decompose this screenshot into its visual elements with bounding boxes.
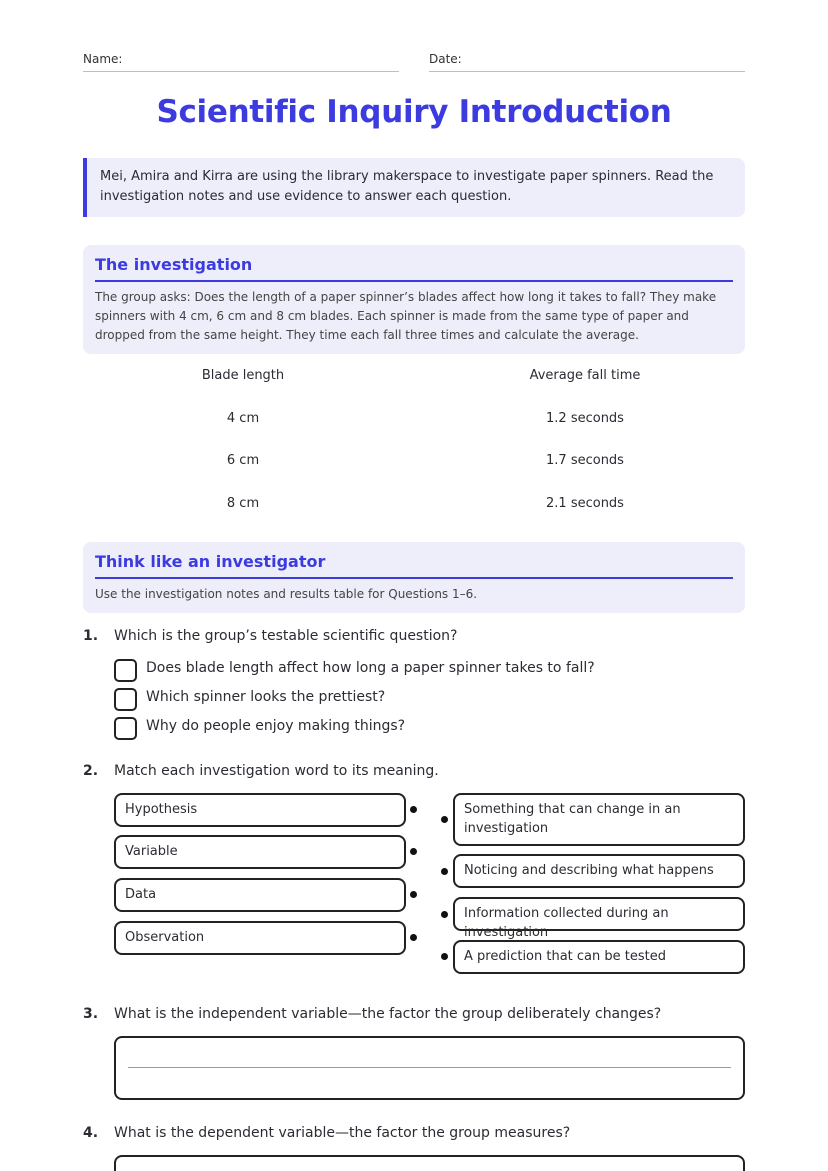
- checkbox[interactable]: [114, 688, 137, 711]
- name-label: Name:: [83, 52, 123, 66]
- question-text: Which is the group’s testable scientific question?: [114, 628, 458, 644]
- match-dot-left[interactable]: [410, 806, 417, 813]
- date-field[interactable]: [429, 52, 745, 66]
- investigation-panel: [83, 245, 745, 354]
- match-term-data[interactable]: Data: [114, 878, 406, 912]
- investigation-heading: The investigation: [95, 255, 733, 282]
- option-label: Why do people enjoy making things?: [146, 718, 406, 734]
- question-text: What is the independent variable—the factor the group deliberately changes?: [114, 1006, 662, 1022]
- question-number: 2.: [83, 763, 99, 779]
- match-dot-left[interactable]: [410, 891, 417, 898]
- match-dot-right[interactable]: [441, 911, 448, 918]
- q4-answer-box[interactable]: [114, 1155, 745, 1171]
- match-term-variable[interactable]: Variable: [114, 835, 406, 869]
- match-dot-right[interactable]: [441, 868, 448, 875]
- match-dot-right[interactable]: [441, 816, 448, 823]
- table-row: [83, 447, 745, 490]
- page-title: Scientific Inquiry Introduction: [156, 94, 672, 130]
- option-label: Does blade length affect how long a paper spinner takes to fall?: [146, 660, 595, 676]
- header-blade-length: Blade length: [201, 368, 285, 383]
- question-text: Match each investigation word to its meaning.: [114, 763, 439, 779]
- date-line: [429, 71, 745, 72]
- match-term-hypothesis[interactable]: Hypothesis: [114, 793, 406, 827]
- question-number: 4.: [83, 1125, 99, 1141]
- match-meaning[interactable]: Information collected during an investigation: [453, 897, 745, 931]
- q3-answer-box[interactable]: [114, 1036, 745, 1100]
- match-meaning[interactable]: A prediction that can be tested: [453, 940, 745, 974]
- match-term-observation[interactable]: Observation: [114, 921, 406, 955]
- cell-blade-length: 8 cm: [226, 495, 260, 511]
- cell-fall-time: 1.7 seconds: [546, 453, 624, 468]
- intro-callout: Mei, Amira and Kirra are using the library makerspace to investigate paper spinners. Read the investigation notes and use evidence to answer each question.: [83, 158, 745, 217]
- think-body: Use the investigation notes and results table for Questions 1–6.: [95, 587, 478, 601]
- match-dot-left[interactable]: [410, 934, 417, 941]
- answer-line: [128, 1067, 731, 1068]
- option-label: Which spinner looks the prettiest?: [146, 689, 386, 705]
- cell-fall-time: 1.2 seconds: [546, 410, 624, 426]
- question-number: 3.: [83, 1006, 99, 1022]
- think-heading: Think like an investigator: [95, 552, 733, 579]
- name-line: [83, 71, 399, 72]
- checkbox[interactable]: [114, 659, 137, 682]
- match-dot-left[interactable]: [410, 848, 417, 855]
- results-table: [83, 362, 745, 532]
- match-dot-right[interactable]: [441, 953, 448, 960]
- question-text: What is the dependent variable—the factor the group measures?: [114, 1125, 571, 1141]
- think-panel: [83, 542, 745, 613]
- checkbox[interactable]: [114, 717, 137, 740]
- table-row: [83, 490, 745, 533]
- name-field[interactable]: [83, 52, 399, 66]
- match-meaning[interactable]: Noticing and describing what happens: [453, 854, 745, 888]
- cell-blade-length: 6 cm: [226, 453, 260, 468]
- question-number: 1.: [83, 628, 99, 644]
- match-meaning[interactable]: Something that can change in an investigation: [453, 793, 745, 846]
- cell-blade-length: 4 cm: [226, 410, 260, 426]
- table-header-row: [83, 362, 745, 405]
- table-row: [83, 405, 745, 448]
- cell-fall-time: 2.1 seconds: [546, 495, 624, 511]
- investigation-body: The group asks: Does the length of a paper spinner’s blades affect how long it takes to fall? They make spinners with 4 cm, 6 cm and 8 cm blades. Each spinner is made from the same type of paper and dropped from the same height. They time each fall three times and calculate the average.: [95, 290, 717, 342]
- date-label: Date:: [429, 52, 462, 66]
- header-average-fall-time: Average fall time: [529, 368, 641, 383]
